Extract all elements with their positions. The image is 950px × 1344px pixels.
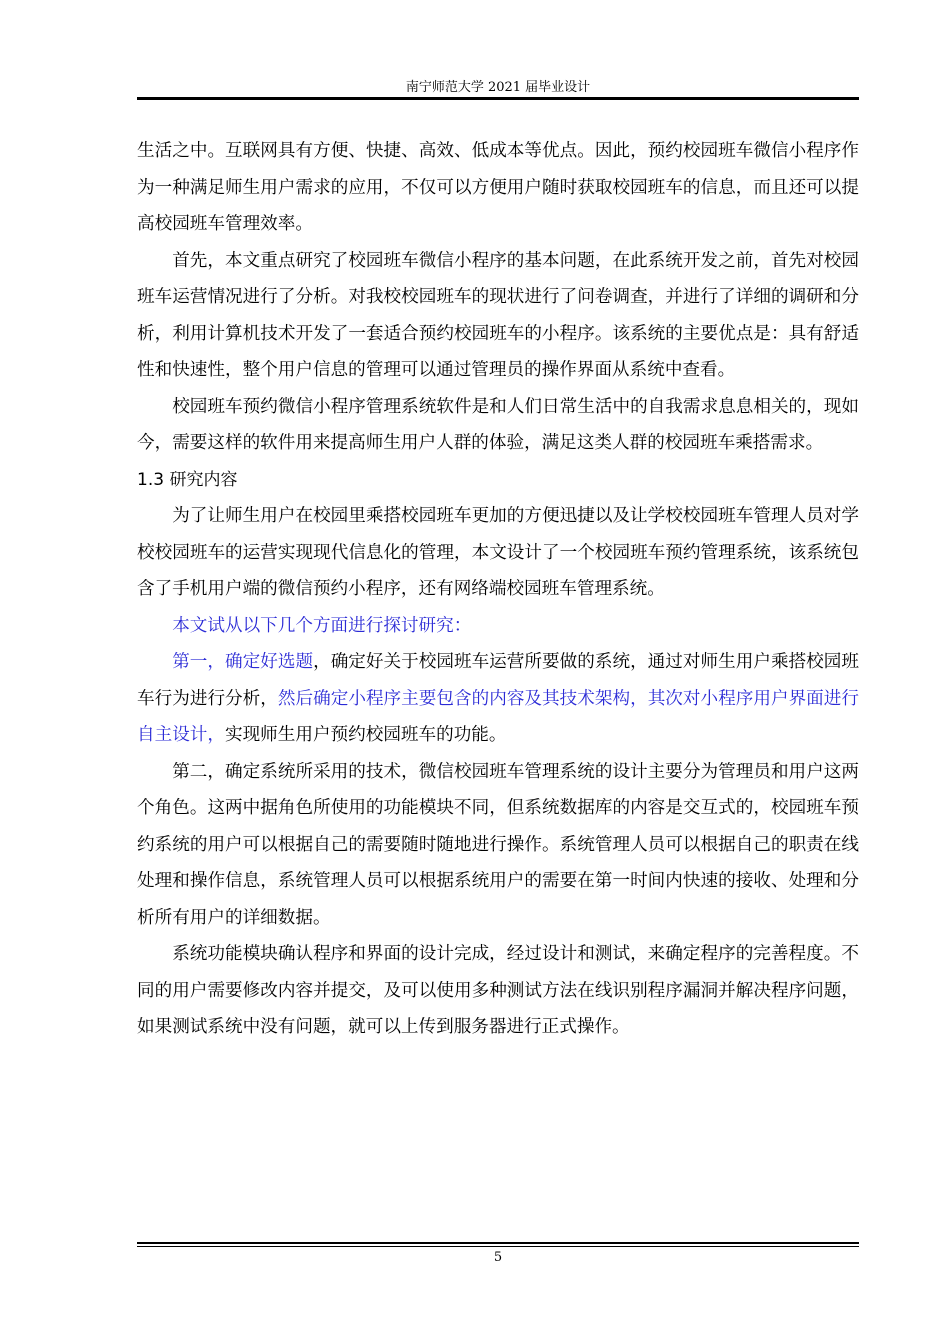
paragraph-7: 第二，确定系统所采用的技术，微信校园班车管理系统的设计主要分为管理员和用户这两个角色。这两中据角色所使用的功能模块不同，但系统数据库的内容是交互式的，校园班车预约系统的用户可以根据自己的需要随时随地进行操作。系统管理人员可以根据自己的职责在线处理和操作信息，系统管理人员可以根据系统用户的需要在第一时间内快速的接收、处理和分析所有用户的详细数据。 — [137, 761, 859, 928]
footer-rule-thin — [137, 1246, 859, 1247]
document-body — [137, 133, 859, 1046]
paragraph-4: 为了让师生用户在校园里乘搭校园班车更加的方便迅捷以及让学校校园班车管理人员对学校校园班车的运营实现现代信息化的管理，本文设计了一个校园班车预约管理系统，该系统包含了手机用户端的微信预约小程序，还有网络端校园班车管理系统。 — [137, 506, 859, 599]
footer-rule-thick — [137, 1242, 859, 1244]
paragraph-6-text-1: ，确定好关于校园班车运营所要做的系统，通过对师生用户乘搭校园班车行为进行分析， — [137, 652, 859, 709]
page-number: 5 — [493, 1250, 503, 1265]
paragraph-3: 校园班车预约微信小程序管理系统软件是和人们日常生活中的自我需求息息相关的，现如今，需要这样的软件用来提高师生用户人群的体验，满足这类人群的校园班车乘搭需求。 — [137, 396, 859, 453]
paragraph-6-highlight-1: 第一，确定好选题 — [172, 652, 314, 672]
paragraph-6-highlight-2: 然后确定小程序主要包含的内容及其技术架构，其次对小程序用户界面进行自主设计， — [137, 688, 859, 745]
header-rule — [137, 97, 859, 100]
paragraph-2: 首先，本文重点研究了校园班车微信小程序的基本问题，在此系统开发之前，首先对校园班车运营情况进行了分析。对我校校园班车的现状进行了问卷调查，并进行了详细的调研和分析，利用计算机技术开发了一套适合预约校园班车的小程序。该系统的主要优点是：具有舒适性和快速性，整个用户信息的管理可以通过管理员的操作界面从系统中查看。 — [137, 250, 859, 380]
paragraph-5: 本文试从以下几个方面进行探讨研究： — [172, 615, 472, 636]
paragraph-6 — [137, 644, 859, 754]
section-heading: 1.3 研究内容 — [137, 469, 238, 490]
paragraph-6-text-2: 实现师生用户预约校园班车的功能。 — [224, 725, 507, 745]
paragraph-8: 系统功能模块确认程序和界面的设计完成，经过设计和测试，来确定程序的完善程度。不同的用户需要修改内容并提交，及可以使用多种测试方法在线识别程序漏洞并解决程序问题，如果测试系统中没有问题，就可以上传到服务器进行正式操作。 — [137, 944, 859, 1037]
page-header-title: 南宁师范大学 2021 届毕业设计 — [405, 80, 591, 95]
paragraph-1: 生活之中。互联网具有方便、快捷、高效、低成本等优点。因此，预约校园班车微信小程序作为一种满足师生用户需求的应用，不仅可以方便用户随时获取校园班车的信息，而且还可以提高校园班车管理效率。 — [137, 141, 859, 234]
